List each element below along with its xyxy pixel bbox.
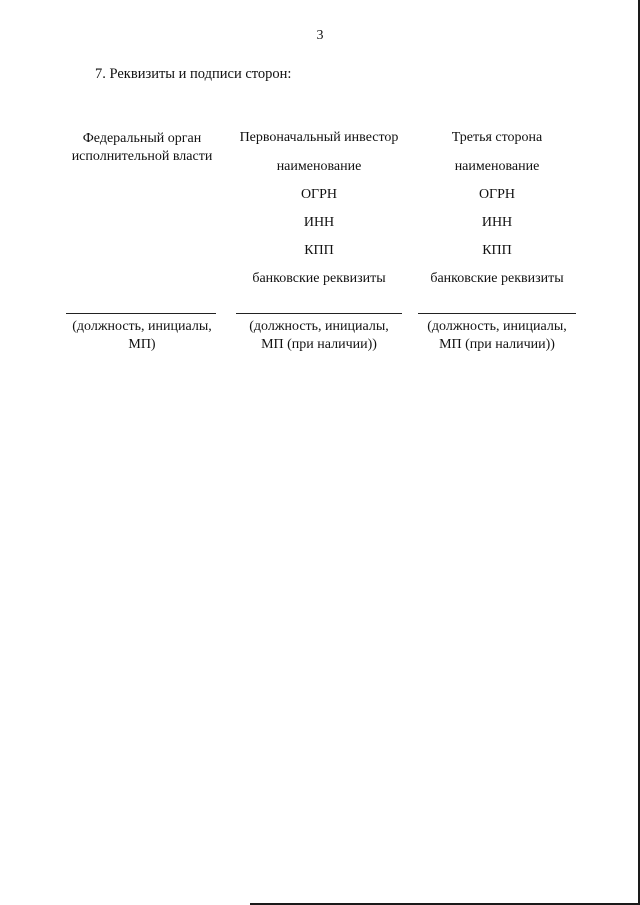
party-column-initial-investor — [228, 130, 410, 298]
field-name: наименование — [276, 159, 362, 174]
caption-line-2: МП (при наличии)) — [261, 336, 377, 352]
field-name: наименование — [454, 159, 540, 174]
page-number: 3 — [316, 28, 324, 43]
party-title-federal-body — [62, 130, 222, 166]
signature-line-third-party — [418, 313, 576, 314]
party-column-third-party — [412, 130, 582, 298]
party-title-line-1: Федеральный орган — [82, 131, 202, 146]
signature-caption-initial-investor — [232, 318, 406, 353]
party-title-line-2: исполнительной власти — [71, 149, 213, 165]
field-ogrn: ОГРН — [300, 187, 338, 202]
signature-caption-third-party — [412, 318, 582, 353]
signature-caption-federal-body — [62, 318, 222, 353]
party-column-federal-body — [62, 130, 222, 176]
field-kpp: КПП — [304, 243, 334, 258]
field-kpp: КПП — [482, 243, 512, 258]
field-inn: ИНН — [481, 215, 513, 230]
caption-line-1: (должность, инициалы, — [427, 319, 567, 334]
caption-line-2: МП) — [128, 336, 156, 352]
field-bank-details: банковские реквизиты — [252, 271, 386, 286]
caption-line-1: (должность, инициалы, — [72, 319, 212, 334]
section-title: 7. Реквизиты и подписи сторон: — [95, 66, 292, 82]
caption-line-1: (должность, инициалы, — [249, 319, 389, 334]
field-inn: ИНН — [303, 215, 335, 230]
field-bank-details: банковские реквизиты — [430, 271, 564, 286]
caption-line-2: МП (при наличии)) — [439, 336, 555, 352]
signature-line-federal-body — [66, 313, 216, 314]
party-title-initial-investor: Первоначальный инвестор — [239, 130, 399, 145]
signature-line-initial-investor — [236, 313, 402, 314]
field-ogrn: ОГРН — [478, 187, 516, 202]
party-title-third-party: Третья сторона — [451, 130, 543, 145]
